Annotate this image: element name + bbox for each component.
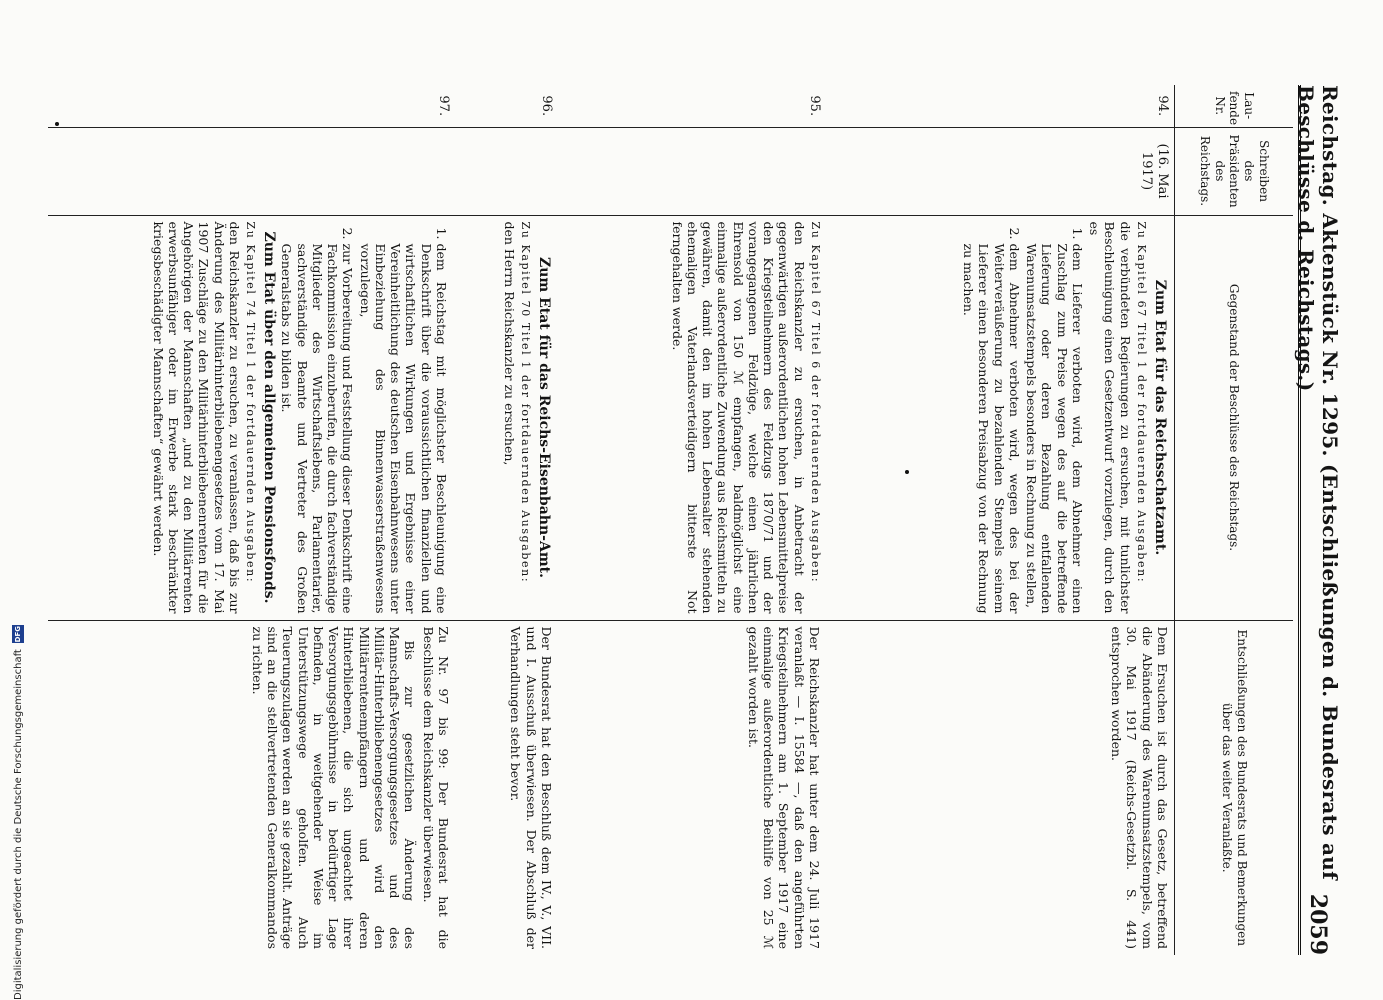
resolution-text: Der Bundesrat hat den Beschluß dem IV., V., VII. und I. Ausschuß überwiesen. Der Abschluß der Verhandlungen steht bevor. [508,626,554,949]
header-title: Reichstag. Aktenstück Nr. 1295. (Entschließungen d. Bundesrats auf Beschlüsse d. Reichstags.) [1294,85,1342,881]
subject-intro: die verbündeten Regierungen zu ersuchen, mit tunlichster Beschleunigung einen Gesetzentwurf vorzulegen, durch den es [1087,221,1133,614]
list-item: 2. zur Vorbereitung und Feststellung dieser Denkschrift eine Fachkommission einzuberufen, die durch fachverständige Mitglieder des Wirtschaftslebens, Parlamentarier, sachverständige Beamte und Vertreter des Großen Generalstabs zu bilden ist. [279,244,355,614]
letter-date [455,127,558,215]
list-item: 2. dem Abnehmer verboten wird, wegen des bei der Weiterveräußerung zu bezahlenden Stempels seinem Lieferer einen besonderen Preisabzug von der Rechnung zu machen. [961,244,1022,614]
table-header-row [1175,85,1294,955]
letter-date: (16. Mai 1917) [826,127,1175,215]
resolution-cell [558,620,826,955]
row-number: 97. [48,85,455,127]
subject-cell [455,215,558,620]
subject-text: den Reichskanzler zu ersuchen, in Anbetracht der gegenwärtigen außerordentlichen hohen Lebensmittelpreise den Kriegsteilnehmern des Feldzugs 1870/71 und der vorangegangenen Feldzüge, welche einen jährlichen Ehrensold von 150 ℳ empfangen, baldmöglichst eine einmalige außerordentliche Zuwendung aus Reichsmitteln zu gewähren, damit den im hohen Lebensalter stehenden ehemaligen Vaterlandsverteidigern bitterste Not ferngehalten werde. [669,221,807,614]
table-row [826,85,1175,955]
table-row [48,85,455,955]
section-title: Zum Etat über den allgemeinen Pensionsfonds. [261,231,278,604]
chapter-reference: Zu Kapitel 70 Titel 1 der fortdauernden Ausgaben: [518,221,532,584]
chapter-reference: Zu Kapitel 67 Titel 1 der fortdauernden Ausgaben: [1134,221,1148,584]
resolution-text: Zu Nr. 97 bis 99: Der Bundesrat hat die Beschlüsse dem Reichskanzler überwiesen. [420,626,451,949]
letter-date [48,127,455,215]
page-header [1294,85,1342,955]
list-item: 1. dem Reichstag mit möglichster Beschleunigung eine Denkschrift über die voraussichtlichen finanziellen und wirtschaftlichen Wirkungen und Ergebnisse einer Vereinheitlichung des deutschen Eisenbahnwesens unter Einbeziehung des Binnenwasserstraßenwesens vorzulegen, [358,244,450,614]
section-title: Zum Etat für das Reichs-Eisenbahn-Amt. [536,257,552,578]
subject-text: den Reichskanzler zu ersuchen, zu veranlassen, daß bis zur Änderung des Militärhinterbliebenengesetzes vom 17. Mai 1907 Zuschläge zu den Militärhinterbliebenenrenten für die Angehörigen der Mannschaften „und zu den Militärrenten erwerbsunfähiger oder im Erwerbe stark beschränkter kriegsbeschädigter Mannschaften“ gewährt werden. [150,221,242,614]
resolution-text: Dem Ersuchen ist durch das Gesetz, betreffend die Abänderung des Warenumsatzstempels, vom 30. Mai 1917 (Reichs-Gesetzbl. S. 441) entsprochen worden. [1109,626,1170,949]
resolution-cell [826,620,1175,955]
col-header-gegenstand: Gegenstand der Beschlüsse des Reichstags. [1175,215,1294,620]
resolution-text: Der Reichskanzler hat unter dem 24. Juli 1917 veranlaßt — I. 15584 —, daß den angeführten Kriegsteilnehmern am 1. September 1917 eine einmalige außerordentliche Beihilfe von 25 ℳ gezahlt worden ist. [746,626,822,949]
resolutions-table [48,85,1293,955]
row-number: 96. [455,85,558,127]
subject-list [961,222,1085,614]
chapter-reference: Zu Kapitel 67 Titel 6 der fortdauernden Ausgaben: [809,221,822,584]
chapter-reference: Zu Kapitel 74 Titel 1 der fortdauernden Ausgaben: [244,221,258,584]
digitization-note [10,0,26,1000]
col-header-laufende-nr: Lau-fende Nr. [1175,85,1294,127]
list-item: 1. dem Lieferer verboten wird, dem Abnehmer einen Zuschlag zum Preise wegen des auf die betreffende Lieferung oder deren Bezahlung entfallenden Warenumsatzstempels besonders in Rechnung zu stellen, [1024,244,1085,614]
scan-speck [905,470,909,474]
digitization-text: Digitalisierung gefördert durch die Deutsche Forschungsgemeinschaft [12,649,24,1000]
resolution-cell [455,620,558,955]
subject-text: den Herrn Reichskanzler zu ersuchen, [501,221,517,466]
dfg-logo: DFG [14,625,22,643]
resolution-cell [48,620,455,955]
page-number: 2059 [1305,893,1331,955]
row-number: 95. [558,85,826,127]
col-header-entschliessungen: Entschließungen des Bundesrats und Bemerkungen über das weiter Veranlaßte. [1175,620,1294,955]
subject-cell [558,215,826,620]
resolution-text: Bis zur gesetzlichen Änderung des Mannschafts-Versorgungsgesetzes und des Militär-Hinterbliebenengesetzes wird den Militärrentenempfängern und deren Hinterbliebenen, die sich ungeachtet ihrer Versorgungsgebührnisse in bedürftiger Lage befinden, in weitgehender Weise im Unterstützungswege geholfen. Auch Teuerungszulagen werden an sie gezahlt. Anträge sind an die stellvertretenden Generalkommandos zu richten. [250,626,418,949]
table-row [558,85,826,955]
subject-cell [826,215,1175,620]
table-row [455,85,558,955]
section-title: Zum Etat für das Reichsschatzamt. [1152,279,1168,556]
subject-cell [48,215,455,620]
letter-date [558,127,826,215]
subject-list [279,222,449,614]
col-header-schreiben: Schreiben des Präsidenten des Reichstags. [1175,127,1294,215]
row-number: 94. [826,85,1175,127]
scan-speck [55,122,59,126]
